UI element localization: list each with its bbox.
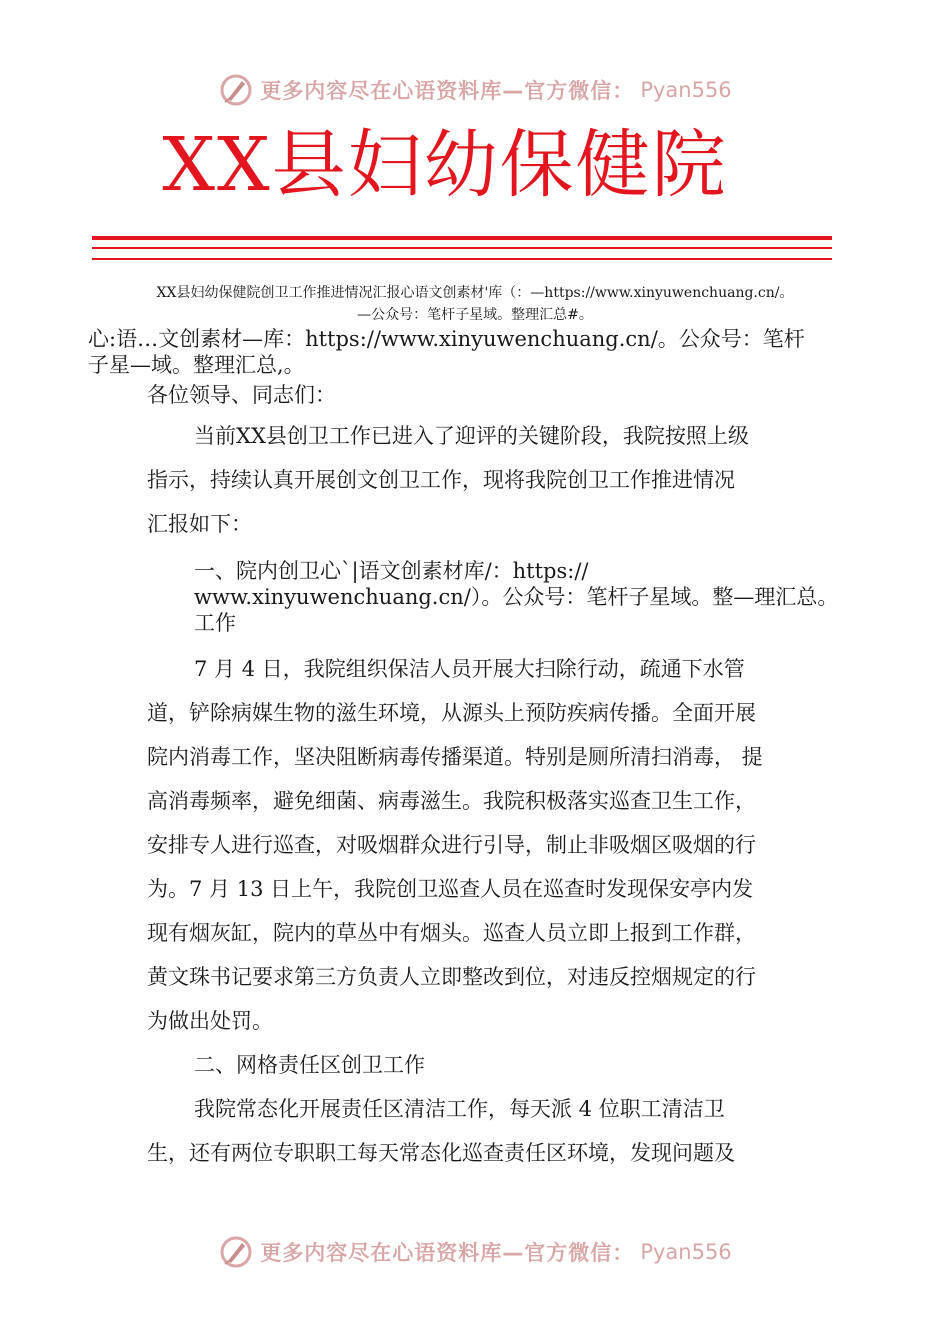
- watermark-line-1: 心:语…文创素材—库：https://www.xinyuwenchuang.cn/。公众号：笔杆: [88, 327, 805, 351]
- pen-quill-circle-icon: [218, 1234, 254, 1270]
- title-rule-thin: [92, 247, 832, 249]
- top-banner: [0, 70, 950, 110]
- banner-text: 更多内容尽在心语资料库—官方微信：: [260, 79, 635, 103]
- section1-line-7: 现有烟灰缸，院内的草丛中有烟头。巡查人员立即上报到工作群，: [147, 921, 756, 945]
- pen-quill-circle-icon: [218, 72, 254, 108]
- section2-heading: 二、网格责任区创卫工作: [194, 1053, 425, 1077]
- section1-heading-line-1: 一、院内创卫心`|语文创素材库/：https://: [194, 559, 589, 583]
- section1-line-2: 道，铲除病媒生物的滋生环境，从源头上预防疾病传播。全面开展: [147, 701, 756, 725]
- banner-text-bottom: 更多内容尽在心语资料库—官方微信：: [260, 1241, 635, 1265]
- title-rule-thin-2: [92, 258, 832, 260]
- section2-line-2: 生，还有两位专职职工每天常态化巡查责任区环境，发现问题及: [147, 1141, 735, 1165]
- intro-line-3: 汇报如下：: [147, 512, 252, 536]
- section2-line-1: 我院常态化开展责任区清洁工作，每天派 4 位职工清洁卫: [194, 1097, 725, 1121]
- section1-line-5: 安排专人进行巡查，对吸烟群众进行引导，制止非吸烟区吸烟的行: [147, 833, 756, 857]
- section1-line-9: 为做出处罚。: [147, 1009, 273, 1033]
- intro-line-1: 当前XX县创卫工作已进入了迎评的关键阶段，我院按照上级: [194, 424, 749, 448]
- greeting: 各位领导、同志们：: [147, 383, 336, 407]
- source-line-1: XX县妇幼保健院创卫工作推进情况汇报心语文创素材'库（：—https://www.xinyuwenchuang.cn/。: [156, 285, 794, 301]
- title-rule-thick: [92, 236, 832, 240]
- section1-heading-line-2: www.xinyuwenchuang.cn/）。公众号：笔杆子星域。整—理汇总。: [194, 585, 839, 609]
- intro-line-2: 指示，持续认真开展创文创卫工作，现将我院创卫工作推进情况: [147, 468, 735, 492]
- bottom-banner: [0, 1232, 950, 1272]
- section1-line-1: 7 月 4 日，我院组织保洁人员开展大扫除行动，疏通下水管: [194, 657, 745, 681]
- section1-line-8: 黄文珠书记要求第三方负责人立即整改到位，对违反控烟规定的行: [147, 965, 756, 989]
- source-line-2: —公众号：笔杆子星域。整理汇总#。: [357, 307, 593, 323]
- banner-wechat-id: Pyan556: [640, 78, 732, 102]
- section1-heading-line-3: 工作: [194, 611, 236, 635]
- section1-line-3: 院内消毒工作，坚决阻断病毒传播渠道。特别是厕所清扫消毒， 提: [147, 745, 763, 769]
- section1-line-6: 为。7 月 13 日上午，我院创卫巡查人员在巡查时发现保安亭内发: [147, 877, 754, 901]
- banner-wechat-id-bottom: Pyan556: [640, 1240, 732, 1264]
- section1-line-4: 高消毒频率，避免细菌、病毒滋生。我院积极落实巡查卫生工作，: [147, 789, 756, 813]
- watermark-line-2: 子星—域。整理汇总,。: [88, 353, 305, 377]
- document-title: XX县妇幼保健院: [162, 122, 728, 208]
